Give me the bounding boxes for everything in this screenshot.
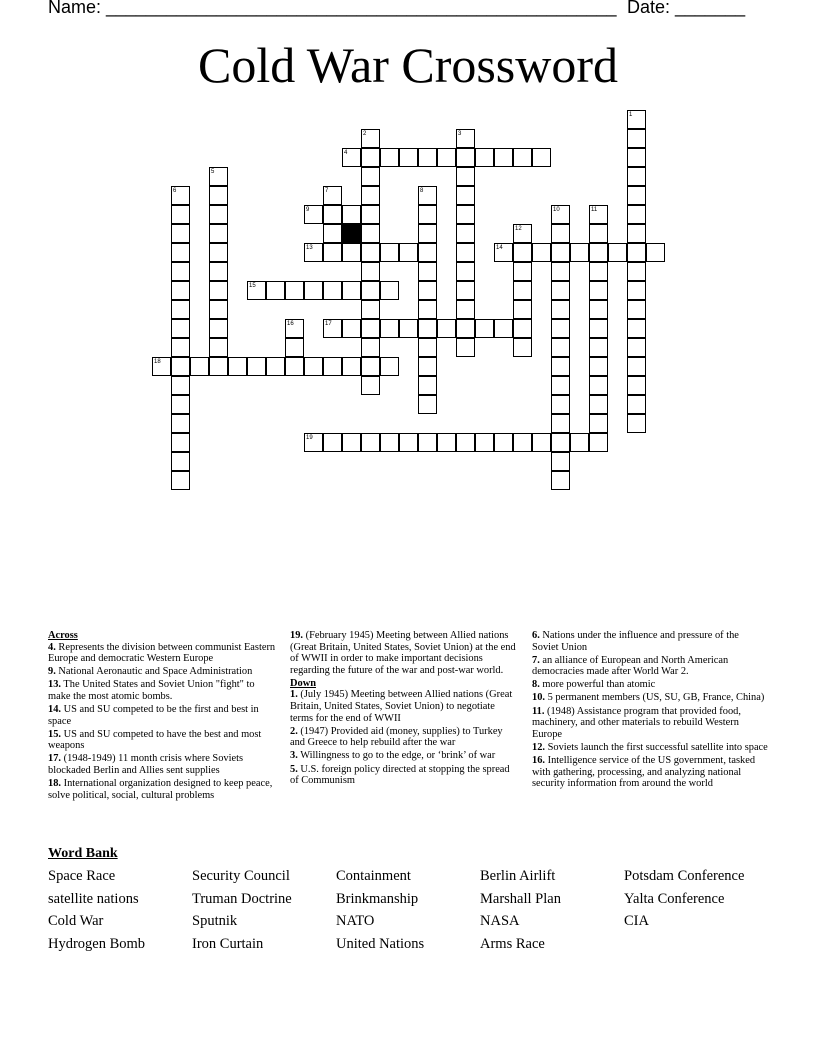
cell-number: 9 (306, 207, 310, 213)
crossword-cell[interactable] (342, 281, 361, 300)
crossword-cell[interactable] (418, 262, 437, 281)
word-bank-item: Security Council (192, 868, 290, 884)
crossword-cell[interactable] (418, 300, 437, 319)
crossword-cell[interactable] (418, 376, 437, 395)
crossword-cell[interactable] (513, 300, 532, 319)
crossword-cell[interactable] (171, 281, 190, 300)
crossword-cell[interactable] (342, 433, 361, 452)
crossword-cell[interactable] (380, 319, 399, 338)
crossword-cell[interactable] (342, 243, 361, 262)
crossword-cell[interactable] (342, 319, 361, 338)
crossword-cell[interactable] (418, 357, 437, 376)
crossword-cell[interactable] (456, 224, 475, 243)
clue-down-16: 16. Intelligence service of the US government, tasked with gathering, processing, and analyzing national security information from around the world (532, 754, 756, 790)
crossword-cell[interactable] (323, 224, 342, 243)
crossword-cell[interactable] (380, 281, 399, 300)
crossword-cell[interactable] (342, 357, 361, 376)
crossword-cell[interactable] (551, 376, 570, 395)
crossword-cell[interactable] (437, 319, 456, 338)
crossword-cell[interactable] (361, 357, 380, 376)
crossword-cell[interactable] (361, 148, 380, 167)
cell-number: 7 (325, 188, 329, 194)
crossword-cell[interactable] (266, 357, 285, 376)
crossword-cell[interactable] (551, 338, 570, 357)
crossword-cell[interactable] (171, 205, 190, 224)
word-bank-item: NATO (336, 913, 375, 929)
crossword-cell[interactable] (551, 414, 570, 433)
word-bank-item: Iron Curtain (192, 935, 264, 952)
crossword-cell[interactable] (171, 452, 190, 471)
crossword-cell[interactable] (418, 433, 437, 452)
cell-number: 18 (154, 359, 161, 365)
crossword-cell[interactable] (456, 243, 475, 262)
crossword-cell[interactable] (627, 319, 646, 338)
crossword-cell[interactable] (418, 148, 437, 167)
crossword-cell[interactable] (456, 186, 475, 205)
crossword-cell[interactable] (323, 243, 342, 262)
crossword-cell[interactable] (589, 300, 608, 319)
cell-number: 1 (629, 112, 633, 118)
clue-across-13: 13. The United States and Soviet Union "fight" to make the most atomic bombs. (48, 679, 255, 702)
page-title: Cold War Crossword (197, 37, 619, 93)
crossword-cell[interactable] (570, 433, 589, 452)
name-field[interactable]: Name: ___________________________________________________ (48, 0, 617, 17)
clue-down-7: 7. an alliance of European and North American democracies made after World War 2. (532, 654, 729, 678)
crossword-cell[interactable] (209, 319, 228, 338)
crossword-cell[interactable] (494, 319, 513, 338)
crossword-cell[interactable] (627, 357, 646, 376)
cell-number: 15 (249, 283, 256, 289)
clue-down-12: 12. Soviets launch the first successful satellite into space (532, 741, 768, 753)
crossword-cell[interactable] (437, 148, 456, 167)
crossword-cell[interactable] (456, 319, 475, 338)
clue-down-5: 5. U.S. foreign policy directed at stopping the spread of Communism (290, 763, 510, 787)
crossword-cell[interactable] (361, 433, 380, 452)
crossword-cell[interactable] (627, 338, 646, 357)
cell-number: 16 (287, 321, 294, 327)
crossword-cell[interactable] (418, 338, 437, 357)
across-heading: Across (48, 630, 78, 641)
crossword-cell[interactable] (627, 300, 646, 319)
word-bank-item: Cold War (48, 913, 104, 929)
crossword-cell[interactable] (361, 319, 380, 338)
cell-number: 8 (420, 188, 424, 194)
cell-number: 3 (458, 131, 462, 137)
crossword-cell[interactable] (589, 262, 608, 281)
crossword-cell[interactable] (418, 243, 437, 262)
crossword-cell[interactable] (361, 300, 380, 319)
crossword-cell[interactable] (380, 243, 399, 262)
cell-number: 12 (515, 226, 522, 232)
word-bank-item: Arms Race (480, 935, 545, 952)
clue-across-18: 18. International organization designed to keep peace, solve political, social, cultural problems (48, 778, 273, 801)
clue-across-9: 9. National Aeronautic and Space Administration (48, 666, 253, 678)
date-field[interactable]: Date: _______ (627, 0, 746, 17)
crossword-cell[interactable] (627, 414, 646, 433)
crossword-cell[interactable] (551, 395, 570, 414)
word-bank-item: Containment (336, 868, 411, 884)
crossword-cell[interactable] (589, 357, 608, 376)
crossword-cell[interactable] (418, 224, 437, 243)
crossword-cell[interactable] (209, 262, 228, 281)
crossword-cell[interactable] (171, 224, 190, 243)
crossword-cell[interactable] (589, 376, 608, 395)
crossword-cell[interactable] (589, 224, 608, 243)
crossword-cell[interactable] (209, 300, 228, 319)
crossword-cell[interactable] (209, 338, 228, 357)
crossword-cell[interactable] (171, 319, 190, 338)
crossword-cell[interactable] (551, 300, 570, 319)
crossword-cell[interactable] (399, 433, 418, 452)
crossword-cell[interactable] (304, 281, 323, 300)
crossword-cell[interactable] (551, 319, 570, 338)
crossword-cell[interactable] (513, 433, 532, 452)
crossword-cell[interactable] (513, 338, 532, 357)
crossword-cell[interactable] (627, 167, 646, 186)
cell-number: 4 (344, 150, 348, 156)
crossword-cell[interactable] (380, 357, 399, 376)
word-bank-item: Space Race (48, 868, 116, 884)
crossword-cell[interactable] (456, 281, 475, 300)
word-bank-item: NASA (480, 913, 520, 929)
clues-column-3 (532, 630, 768, 791)
clue-down-8: 8. more powerful than atomic (532, 679, 656, 691)
crossword-cell[interactable] (456, 148, 475, 167)
crossword-cell[interactable] (589, 433, 608, 452)
crossword-cell[interactable] (456, 205, 475, 224)
crossword-cell[interactable] (209, 357, 228, 376)
clue-down-6: 6. Nations under the influence and pressure of the Soviet Union (532, 630, 739, 653)
crossword-cell[interactable] (323, 357, 342, 376)
crossword-cell[interactable] (532, 433, 551, 452)
crossword-cell[interactable] (551, 262, 570, 281)
crossword-cell[interactable] (361, 205, 380, 224)
crossword-cell[interactable] (551, 433, 570, 452)
crossword-cell[interactable] (494, 148, 513, 167)
crossword-cell[interactable] (171, 376, 190, 395)
crossword-cell[interactable] (361, 167, 380, 186)
crossword-cell[interactable] (171, 414, 190, 433)
cell-number: 11 (591, 207, 598, 213)
crossword-cell[interactable] (513, 148, 532, 167)
crossword-cell[interactable] (209, 205, 228, 224)
crossword-cell[interactable] (627, 205, 646, 224)
crossword-cell[interactable] (513, 281, 532, 300)
clue-down-10: 10. 5 permanent members (US, SU, GB, France, China) (532, 692, 765, 704)
crossword-cell[interactable] (361, 243, 380, 262)
crossword-cell[interactable] (361, 186, 380, 205)
crossword-cell[interactable] (361, 224, 380, 243)
crossword-grid (0, 0, 816, 520)
clue-down-3: 3. Willingness to go to the edge, or ‘brink’ of war (290, 750, 496, 762)
crossword-cell[interactable] (456, 262, 475, 281)
cell-number: 2 (363, 131, 367, 137)
crossword-cell[interactable] (608, 243, 627, 262)
clues-column-2 (290, 630, 518, 788)
crossword-cell[interactable] (551, 224, 570, 243)
crossword-cell[interactable] (171, 357, 190, 376)
crossword-cell[interactable] (627, 243, 646, 262)
crossword-cell[interactable] (589, 243, 608, 262)
crossword-cell[interactable] (589, 338, 608, 357)
crossword-cell[interactable] (532, 148, 551, 167)
crossword-cell[interactable] (627, 376, 646, 395)
word-bank-item: Yalta Conference (624, 890, 725, 907)
clue-across-19: 19. (February 1945) Meeting between Allied nations (Great Britain, United States, Soviet Union) at the end of WWII in order to make important decisions regarding the future of the war and post-war world. (290, 630, 516, 676)
word-bank-item: satellite nations (48, 890, 139, 907)
crossword-cell[interactable] (589, 414, 608, 433)
word-bank-item: Marshall Plan (480, 890, 561, 907)
crossword-cell[interactable] (551, 243, 570, 262)
crossword-cell[interactable] (627, 129, 646, 148)
crossword-cell[interactable] (190, 357, 209, 376)
cell-number: 10 (553, 207, 560, 213)
crossword-cell[interactable] (627, 148, 646, 167)
clue-across-14: 14. US and SU competed to be the first and best in space (48, 704, 259, 727)
crossword-cell[interactable] (646, 243, 665, 262)
crossword-cell[interactable] (475, 319, 494, 338)
crossword-cell[interactable] (247, 357, 266, 376)
crossword-cell[interactable] (627, 224, 646, 243)
word-bank-item: Potsdam Conference (624, 868, 745, 884)
crossword-cell[interactable] (551, 452, 570, 471)
crossword-cell[interactable] (456, 167, 475, 186)
crossword-cell[interactable] (418, 395, 437, 414)
crossword-cell[interactable] (551, 357, 570, 376)
clue-across-17: 17. (1948-1949) 11 month crisis where Soviets blockaded Berlin and Allies sent supplies (48, 753, 244, 777)
crossword-cell[interactable] (361, 338, 380, 357)
crossword-cell[interactable] (171, 395, 190, 414)
crossword-cell[interactable] (475, 148, 494, 167)
crossword-cell[interactable] (399, 148, 418, 167)
crossword-cell[interactable] (171, 338, 190, 357)
crossword-cell[interactable] (551, 471, 570, 490)
cell-number: 13 (306, 245, 313, 251)
crossword-cell[interactable] (418, 281, 437, 300)
down-heading: Down (290, 677, 316, 689)
crossword-cell[interactable] (399, 319, 418, 338)
crossword-cell[interactable] (627, 186, 646, 205)
crossword-cell[interactable] (456, 433, 475, 452)
crossword-cell[interactable] (456, 338, 475, 357)
crossword-cell[interactable] (418, 319, 437, 338)
crossword-cell[interactable] (209, 186, 228, 205)
clue-across-15: 15. US and SU competed to have the best and most weapons (48, 728, 262, 752)
crossword-cell[interactable] (532, 243, 551, 262)
crossword-cell[interactable] (570, 243, 589, 262)
word-bank-item: Hydrogen Bomb (48, 935, 146, 952)
blocked-cell (342, 224, 361, 243)
word-bank-item: Truman Doctrine (192, 890, 292, 907)
cell-number: 14 (496, 245, 503, 251)
word-bank-item: United Nations (336, 935, 425, 952)
word-bank-item: Sputnik (192, 913, 238, 929)
crossword-cell[interactable] (361, 281, 380, 300)
crossword-cell[interactable] (171, 262, 190, 281)
crossword-cell[interactable] (323, 281, 342, 300)
word-bank-heading: Word Bank (48, 846, 118, 861)
crossword-cell[interactable] (323, 205, 342, 224)
cell-number: 17 (325, 321, 332, 327)
crossword-cell[interactable] (627, 281, 646, 300)
crossword-cell[interactable] (513, 319, 532, 338)
cell-number: 19 (306, 435, 313, 441)
crossword-cell[interactable] (437, 433, 456, 452)
crossword-cell[interactable] (513, 243, 532, 262)
crossword-cell[interactable] (228, 357, 247, 376)
crossword-cell[interactable] (627, 262, 646, 281)
clues-column-1 (48, 630, 278, 803)
clue-down-1: 1. (July 1945) Meeting between Allied nations (Great Britain, United States, Soviet Union) to negotiate terms for the end of WWII (290, 689, 513, 724)
crossword-cell[interactable] (361, 262, 380, 281)
crossword-cell[interactable] (209, 224, 228, 243)
crossword-cell[interactable] (551, 281, 570, 300)
crossword-cell[interactable] (513, 262, 532, 281)
clue-down-2: 2. (1947) Provided aid (money, supplies) to Turkey and Greece to help rebuild after the war (290, 725, 503, 749)
crossword-cell[interactable] (589, 319, 608, 338)
crossword-cell[interactable] (475, 433, 494, 452)
crossword-cell[interactable] (285, 357, 304, 376)
clue-down-11: 11. (1948) Assistance program that provided food, machinery, and other materials to rebuild Western Europe (532, 705, 741, 740)
crossword-cell[interactable] (361, 376, 380, 395)
crossword-cell[interactable] (323, 433, 342, 452)
crossword-cell[interactable] (171, 433, 190, 452)
crossword-cell[interactable] (285, 281, 304, 300)
crossword-cell[interactable] (171, 243, 190, 262)
crossword-cell[interactable] (456, 300, 475, 319)
crossword-cell[interactable] (342, 205, 361, 224)
crossword-cell[interactable] (285, 338, 304, 357)
cell-number: 5 (211, 169, 215, 175)
crossword-cell[interactable] (627, 395, 646, 414)
crossword-cell[interactable] (418, 205, 437, 224)
word-bank-item: Brinkmanship (336, 890, 419, 907)
crossword-cell[interactable] (209, 281, 228, 300)
clue-across-4: 4. Represents the division between communist Eastern Europe and democratic Western Europe (48, 641, 276, 665)
crossword-cell[interactable] (380, 148, 399, 167)
crossword-cell[interactable] (171, 471, 190, 490)
crossword-cell[interactable] (399, 243, 418, 262)
crossword-cell[interactable] (171, 300, 190, 319)
word-bank-item: Berlin Airlift (480, 868, 556, 884)
crossword-cell[interactable] (209, 243, 228, 262)
crossword-cell[interactable] (589, 395, 608, 414)
crossword-cell[interactable] (589, 281, 608, 300)
word-bank-item: CIA (624, 913, 649, 929)
crossword-cell[interactable] (494, 433, 513, 452)
crossword-cell[interactable] (304, 357, 323, 376)
cell-number: 6 (173, 188, 177, 194)
crossword-cell[interactable] (266, 281, 285, 300)
crossword-cell[interactable] (380, 433, 399, 452)
